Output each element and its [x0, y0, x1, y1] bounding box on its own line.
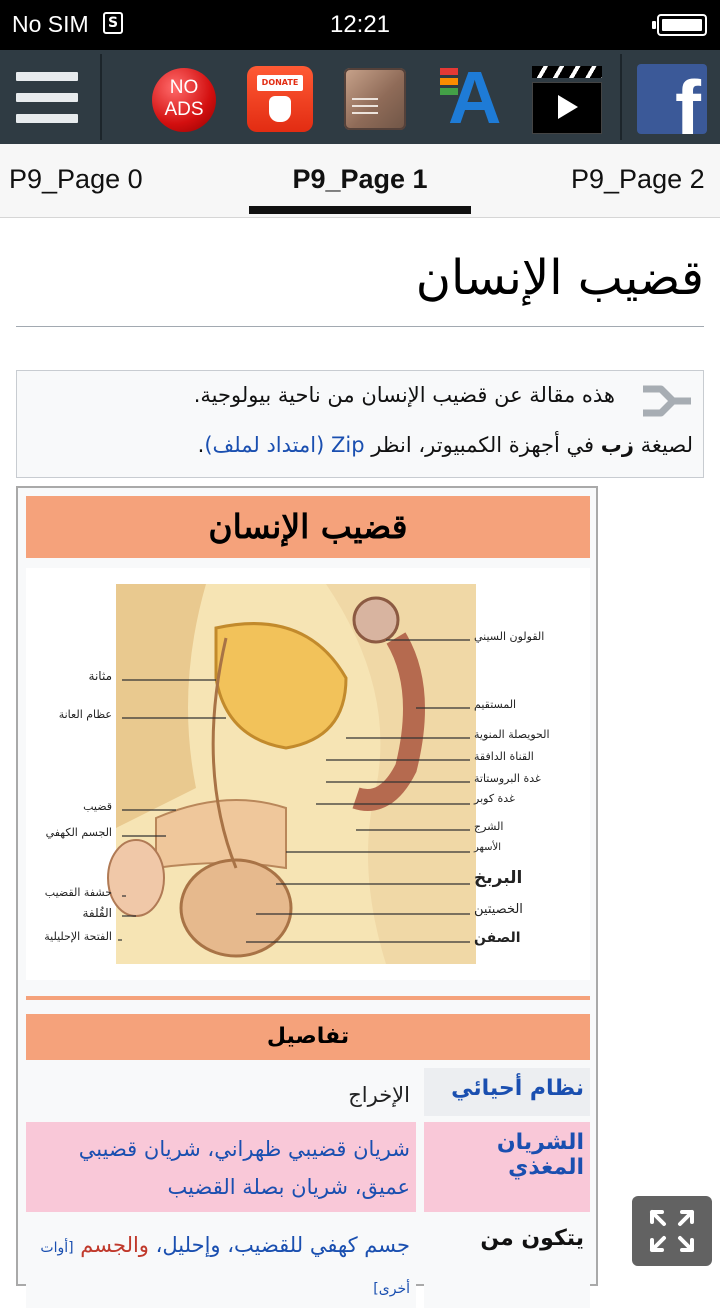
donate-button[interactable] [247, 66, 313, 132]
anatomy-diagram[interactable]: مثانة عظام العانة قضيب الجسم الكهفي حشفة القضيب القُلفة الفتحة الإحليلية القولون السيني المستقيم الحويصلة المنوية القناة الدافقة غدة البروستاتة غدة كوبر الشرج الأسهر البربخ الخصيتين الصفن [26, 568, 590, 980]
infobox-section-header: تفاصيل [26, 1014, 590, 1060]
row-label[interactable]: الشريان المغذي [424, 1122, 590, 1212]
article-title: قضيب الإنسان [415, 250, 704, 306]
tab-page-0[interactable]: P9_Page 0 [9, 164, 143, 194]
hatnote-line-1: هذه مقالة عن قضيب الإنسان من ناحية بيولوجية. [193, 383, 615, 407]
row-label[interactable]: نظام أحيائي [424, 1068, 590, 1116]
row-label: يتكون من [424, 1218, 590, 1308]
carrier-label: No SIM [12, 11, 89, 37]
toolbar-divider [620, 54, 622, 140]
infobox-title: قضيب الإنسان [26, 496, 590, 558]
row-value-links[interactable]: شريان قضيبي ظهراني، شريان قضيبي عميق، شريان بصلة القضيب [26, 1122, 416, 1212]
hatnote-term: زب [600, 433, 634, 457]
row-value-links [26, 1218, 416, 1308]
font-icon: A [448, 56, 502, 139]
book-app-button[interactable] [344, 68, 406, 130]
infobox-row-artery [26, 1122, 590, 1212]
zip-link[interactable]: Zip (امتداد لملف) [204, 433, 365, 457]
book-icon [352, 98, 378, 100]
expand-icon [632, 1196, 712, 1266]
sim-icon: S [103, 12, 123, 34]
more-link[interactable]: [أوات أخرى] [40, 1240, 410, 1297]
disambiguation-icon [639, 381, 695, 421]
battery-icon [657, 14, 707, 36]
no-ads-line2: ADS [164, 99, 204, 120]
title-divider [16, 326, 704, 327]
clock: 12:21 [329, 11, 391, 38]
app-toolbar [0, 50, 720, 144]
hatnote-mid: في أجهزة الكمبيوتر، انظر [371, 433, 595, 457]
tab-page-2[interactable]: P9_Page 2 [571, 164, 705, 194]
status-bar [0, 0, 720, 50]
hatnote-end: . [197, 433, 205, 457]
tab-page-1[interactable]: P9_Page 1 [292, 164, 428, 194]
font-app-button[interactable] [438, 56, 508, 139]
infobox [16, 486, 598, 1297]
fullscreen-button[interactable] [632, 1196, 712, 1266]
no-ads-button[interactable] [152, 68, 216, 132]
hatnote-line-2 [198, 433, 693, 457]
hatnote-box [16, 370, 704, 478]
toolbar-divider [100, 54, 102, 140]
facebook-button[interactable] [637, 64, 707, 134]
menu-icon[interactable] [16, 72, 78, 124]
row-value: الإخراج [26, 1068, 416, 1116]
infobox-row-system [26, 1068, 590, 1116]
page-tabs [0, 144, 720, 218]
tab-selected-indicator [249, 206, 471, 214]
no-ads-line1: NO [169, 77, 199, 98]
video-app-button[interactable] [530, 62, 604, 136]
components-redlink[interactable]: والجسم [80, 1233, 149, 1257]
hand-pointer-icon [269, 96, 291, 122]
hatnote-prefix: لصيغة [640, 433, 693, 457]
facebook-icon: f [675, 64, 701, 134]
components-links[interactable]: جسم كهفي للقضيب، وإحليل، [155, 1233, 410, 1257]
infobox-divider [26, 996, 590, 1000]
donate-label: DONATE [257, 75, 303, 91]
infobox-row-components [26, 1218, 590, 1308]
play-icon [558, 95, 578, 119]
